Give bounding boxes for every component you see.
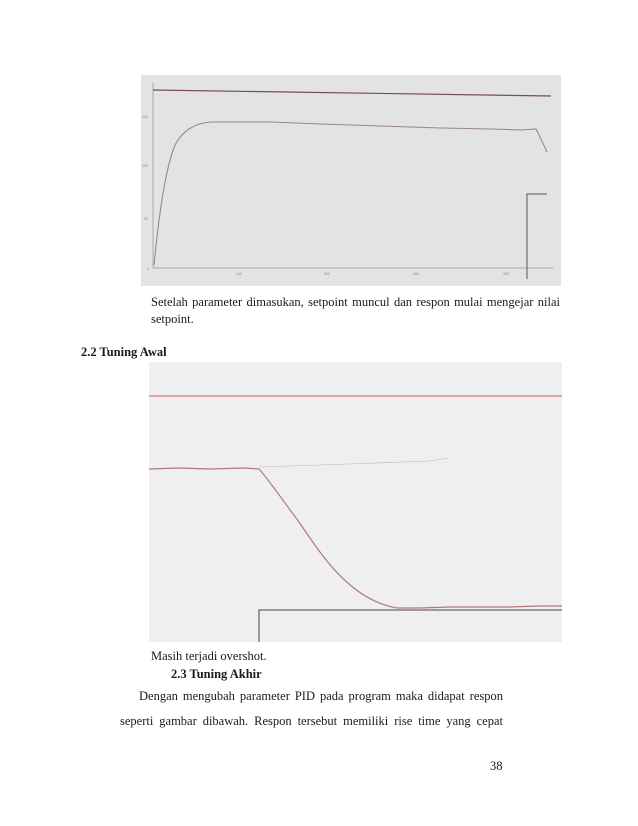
figure-1-x-tick: 300 <box>413 272 419 276</box>
figure-1-x-tick: 200 <box>324 272 330 276</box>
paragraph-line-2: seperti gambar dibawah. Respon tersebut memiliki rise time yang cepat <box>120 714 503 728</box>
figure-1-background <box>141 75 561 286</box>
figure-1-x-tick: 100 <box>236 272 242 276</box>
figure-1-y-tick: 150 <box>142 115 148 119</box>
figure-2-background <box>149 362 562 642</box>
section-2-2-heading: 2.2 Tuning Awal <box>81 345 167 359</box>
figure-1-x-tick: 400 <box>503 272 509 276</box>
paragraph-line-1: Dengan mengubah parameter PID pada program maka didapat respon <box>139 689 503 703</box>
figure-1-y-tick: 0 <box>147 267 149 271</box>
caption-1-line-2: setpoint. <box>151 312 194 326</box>
page-number: 38 <box>490 759 503 773</box>
caption-2: Masih terjadi overshot. <box>151 649 267 663</box>
section-2-3-heading: 2.3 Tuning Akhir <box>171 667 262 681</box>
figure-1-y-tick: 100 <box>142 164 148 168</box>
figure-1-y-tick: 50 <box>144 217 148 221</box>
figure-1-photo <box>141 75 561 286</box>
figure-2-photo <box>149 362 562 642</box>
caption-1-line-1: Setelah parameter dimasukan, setpoint muncul dan respon mulai mengejar nilai <box>151 295 560 309</box>
